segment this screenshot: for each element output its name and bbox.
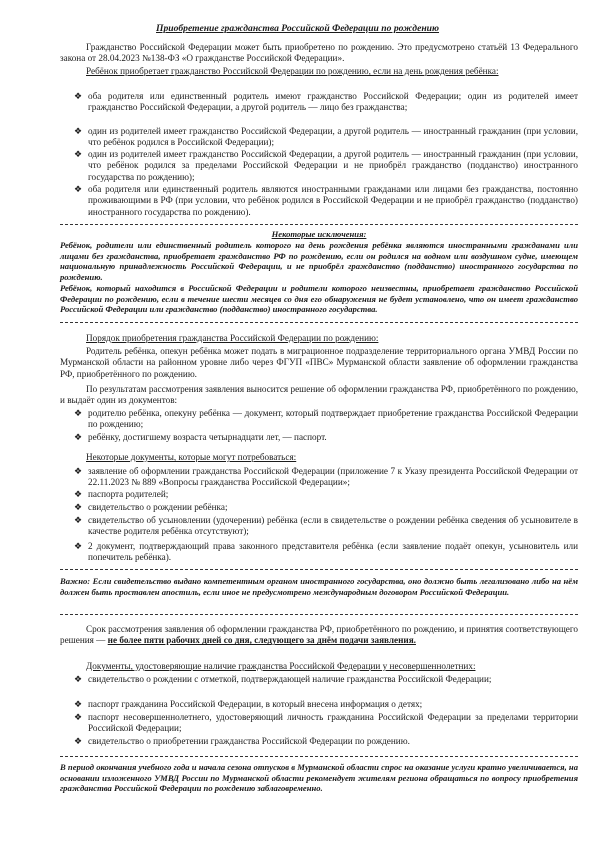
list-item: ❖ родителю ребёнка, опекуну ребёнка — документ, который подтверждает приобретение гражданства Российской Федерации по рождению; bbox=[74, 408, 578, 430]
bullet-icon: ❖ bbox=[74, 466, 83, 476]
dashed-divider bbox=[60, 569, 578, 570]
exceptions-heading: Некоторые исключения: bbox=[271, 229, 367, 239]
intro-paragraph: Гражданство Российской Федерации может быть приобретено по рождению. Это предусмотрено статьёй 13 Федерального закона от 28.04.2023 №138-ФЗ «О гражданстве Российской Федерации». bbox=[60, 42, 578, 64]
document-title: Приобретение гражданства Российской Федерации по рождению bbox=[156, 23, 439, 34]
bullet-icon: ❖ bbox=[74, 515, 83, 525]
bullet-icon: ❖ bbox=[74, 699, 83, 709]
dashed-divider bbox=[60, 322, 578, 323]
footer-note: В период окончания учебного года и начала сезона отпусков в Мурманской области спрос на оказание услуги кратно увеличивается, на основании изложенного УМВД России по Мурманской области рекомендует жителям региона обращаться по вопросу приобретения гражданства Российской Федерации по рождению заблаговременно. bbox=[60, 762, 578, 794]
list-item: ❖ один из родителей имеет гражданство Российской Федерации, а другой родитель — иностранный гражданин (при условии, что ребёнок родился за пределами Российской Федерации и не приобрёл гражданство (подданство) иностранного государства по рождению); bbox=[74, 149, 578, 182]
list-item: ❖ оба родителя или единственный родитель являются иностранными гражданами или лицами без гражданства, постоянно проживающими в РФ (при условии, что ребёнок родился в Российской Федерации и не приобрёл гражданство (подданство) иностранного государства по рождению). bbox=[74, 184, 578, 217]
bullet-icon: ❖ bbox=[74, 91, 83, 101]
bullet-icon: ❖ bbox=[74, 184, 83, 194]
list-item: ❖ оба родителя или единственный родитель имеют гражданство Российской Федерации; один из родителей имеет гражданство Российской Федерации, а другой родитель — лицо без гражданства; bbox=[74, 91, 578, 113]
bullet-icon: ❖ bbox=[74, 149, 83, 159]
bullet-icon: ❖ bbox=[74, 674, 83, 684]
results-paragraph: По результатам рассмотрения заявления выносится решение об оформлении гражданства РФ, приобретённого по рождению, и выдаёт один из документов: bbox=[60, 384, 578, 406]
exceptions-paragraph-1: Ребёнок, родители или единственный родитель которого на день рождения ребёнка являются иностранными гражданами или лицами без гражданства, приобретает гражданство РФ по рождению, если он родился на водном или воздушном судне, имеющем национальную принадлежность Российской Федерации, и не приобрёл гражданство (подданство) иностранного государства по рождению. bbox=[60, 240, 578, 282]
list-item: ❖ паспорт гражданина Российской Федерации, в который внесена информация о детях; bbox=[74, 699, 423, 709]
bullet-icon: ❖ bbox=[74, 712, 83, 722]
needed-docs-heading: Некоторые документы, которые могут потребоваться: bbox=[86, 452, 297, 462]
exceptions-paragraph-2: Ребёнок, который находится в Российской Федерации и родители которого неизвестны, приобретает гражданство Российской Федерации по рождению, если в течение шести месяцев со дня его обнаружения не будет установлено, что он имеет гражданство Российской Федерации или гражданство (подданство) иностранного государства. bbox=[60, 283, 578, 315]
list-item: ❖ свидетельство о рождении ребёнка; bbox=[74, 502, 228, 512]
list-item: ❖ заявление об оформлении гражданства Российской Федерации (приложение 7 к Указу президента Российской Федерации от 22.11.2023 № 889 «Вопросы гражданства Российской Федерации»; bbox=[74, 466, 578, 488]
child-conditions-heading: Ребёнок приобретает гражданство Российской Федерации по рождению, если на день рождения ребёнка: bbox=[86, 66, 499, 76]
minor-docs-heading: Документы, удостоверяющие наличие гражданства Российской Федерации у несовершеннолетних: bbox=[86, 661, 476, 671]
list-item: ❖ паспорт несовершеннолетнего, удостоверяющий личность гражданина Российской Федерации за пределами территории Российской Федерации; bbox=[74, 712, 578, 734]
list-item: ❖ свидетельство о рождении с отметкой, подтверждающей наличие гражданства Российской Федерации; bbox=[74, 674, 492, 684]
bullet-icon: ❖ bbox=[74, 126, 83, 136]
term-paragraph: Срок рассмотрения заявления об оформлении гражданства РФ, приобретённого по рождению, и принятия соответствующего решения — не более пяти рабочих дней со дня, следующего за днём подачи заявления. bbox=[60, 624, 578, 646]
list-item: ❖ свидетельство о приобретении гражданства Российской Федерации по рождению. bbox=[74, 736, 410, 746]
list-item: ❖ один из родителей имеет гражданство Российской Федерации, а другой родитель — иностранный гражданин (при условии, что ребёнок родился в Российской Федерации); bbox=[74, 126, 578, 148]
dashed-divider bbox=[60, 224, 578, 225]
dashed-divider bbox=[60, 614, 578, 615]
bullet-icon: ❖ bbox=[74, 432, 83, 442]
list-item: ❖ свидетельство об усыновлении (удочерении) ребёнка (если в свидетельстве о рождении ребёнка сведения об усыновителе в качестве родителя ребёнка отсутствуют); bbox=[74, 515, 578, 537]
list-item: ❖ паспорта родителей; bbox=[74, 489, 169, 499]
list-item: ❖ 2 документ, подтверждающий права законного представителя ребёнка (если заявление подаёт опекун, усыновитель или попечитель ребёнка). bbox=[74, 541, 578, 563]
bullet-icon: ❖ bbox=[74, 541, 83, 551]
bullet-icon: ❖ bbox=[74, 502, 83, 512]
list-item: ❖ ребёнку, достигшему возраста четырнадцати лет, — паспорт. bbox=[74, 432, 327, 442]
bullet-icon: ❖ bbox=[74, 408, 83, 418]
procedure-heading: Порядок приобретения гражданства Российской Федерации по рождению: bbox=[86, 333, 379, 343]
dashed-divider bbox=[60, 756, 578, 757]
bullet-icon: ❖ bbox=[74, 736, 83, 746]
bullet-icon: ❖ bbox=[74, 489, 83, 499]
important-note: Важно: Если свидетельство выдано компетентным органом иностранного государства, оно должно быть легализовано либо на нём должен быть проставлен апостиль, если иное не предусмотрено международным договором Российской Федерации. bbox=[60, 576, 578, 597]
procedure-paragraph: Родитель ребёнка, опекун ребёнка может подать в миграционное подразделение территориального органа УМВД России по Мурманской области на районном уровне либо через ФГУП «ПВС» Мурманской области заявление об оформлении гражданства РФ, приобретённого по рождению. bbox=[60, 346, 578, 379]
